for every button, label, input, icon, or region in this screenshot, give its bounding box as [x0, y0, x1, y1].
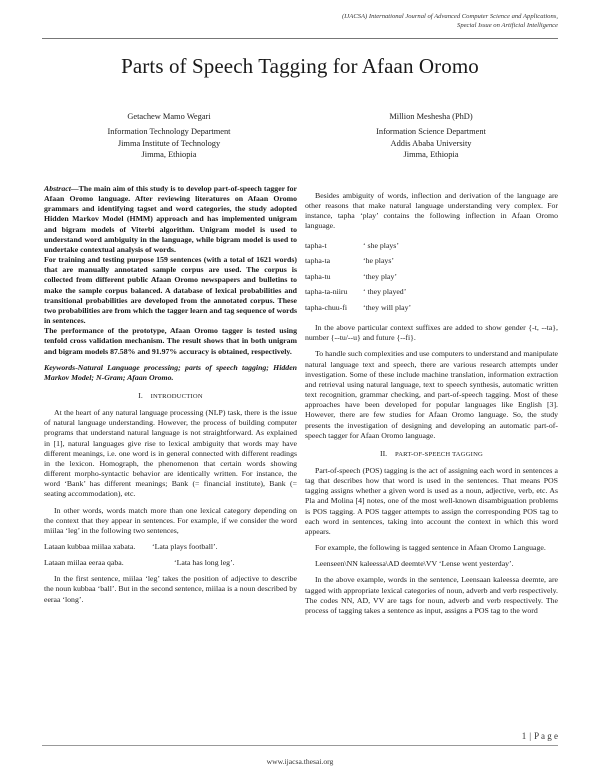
inflection-gloss: ‘they play’	[363, 271, 397, 281]
section-title: INTRODUCTION	[150, 392, 203, 400]
abstract	[44, 184, 297, 357]
page-label: P a g e	[534, 731, 558, 741]
tagged-example: Leenseen\NN kaleessa\AD deemte\VV ‘Lense went yesterday’.	[315, 559, 514, 569]
example-sentence	[44, 558, 297, 568]
section-number: I.	[138, 390, 143, 400]
inflection-list	[305, 238, 558, 316]
inflection-gloss: ‘ they played’	[363, 287, 407, 297]
journal-url: www.ijacsa.thesai.org	[266, 757, 334, 766]
example-oromo: Lataan miilaa eeraa qaba.	[44, 558, 124, 568]
author-name: Million Meshesha (PhD)	[389, 112, 473, 121]
section-number: II.	[379, 448, 388, 458]
page-separator: |	[529, 731, 532, 741]
section-heading-introduction	[44, 391, 297, 402]
inflection-gloss: ‘ she plays’	[363, 240, 399, 250]
author-department: Information Science Department	[376, 127, 486, 137]
inflection-gloss: ‘they will play’	[363, 302, 412, 312]
body-paragraph: In the first sentence, miilaa ‘leg’ takes the position of adjective to describe the noun kubbaa ‘ball’. But in the second sentence, miilaa is a noun described by eeraa ‘long’.	[44, 574, 297, 604]
body-paragraph: In other words, words match more than one lexical category depending on the context that they appear in sentences. For example, if we consider the word miilaa ‘leg’ in the following two sentences,	[44, 505, 297, 535]
body-paragraph: In the above particular context suffixes are added to show gender {-t, --ta}, number {--tu/--u} and future {--fi}.	[305, 323, 558, 343]
example-sentence	[44, 542, 297, 552]
author-name: Getachew Mamo Wegari	[127, 112, 211, 121]
journal-header-line2: Special Issue on Artificial Intelligence	[457, 22, 558, 29]
author-institution: Addis Ababa University	[390, 138, 472, 148]
inflection-word: tapha-tu	[305, 271, 331, 281]
author-department: Information Technology Department	[107, 127, 231, 137]
journal-header	[342, 12, 558, 30]
page-number	[522, 731, 558, 741]
inflection-row	[305, 238, 558, 254]
author-location: Jimma, Ethiopia	[141, 150, 197, 160]
abstract-paragraph: For training and testing purpose 159 sentences (with a total of 1621 words) that are manually annotated sample corpus are used. The corpus is collected from different public Afaan Oromo newspapers and bulletins to make the sample corpus balanced. A database of lexical probabilities and transitional probabilities are developed from the annotated corpus. These two probabilities are from which the tagger learn and tag sequence of words in sentences.	[44, 255, 297, 326]
body-paragraph: For example, the following is tagged sentence in Afaan Oromo Language.	[315, 543, 546, 553]
body-paragraph: Part-of-speech (POS) tagging is the act of assigning each word in sentences a tag that describes how that word is used in the sentences. That means POS tagging assigns whether a given word is used as a noun, adjective, verb, etc. As Pla and Molina [4] notes, one of the most well-known disambiguation problems is POS tagging. A POS tagger attempts to assign the corresponding POS tag to each word in sentences, taking into account the context in which this word appears.	[305, 466, 558, 536]
paper-title: Parts of Speech Tagging for Afaan Oromo	[121, 54, 479, 78]
body-paragraph: Besides ambiguity of words, inflection and derivation of the language are other reasons that make natural language understanding very complex. For instance, tapha ‘play’ contains the following inflection in Afaan Oromo language.	[305, 191, 558, 231]
abstract-label: Abstract—	[44, 184, 79, 193]
footer-rule	[42, 745, 558, 746]
left-column	[44, 184, 297, 611]
inflection-word: tapha-chuu-fi	[305, 302, 347, 312]
body-paragraph: To handle such complexities and use computers to understand and manipulate natural language text and speech, there are various research attempts under investigation. Some of these include machine translation, information extraction and retrieval using natural language, text to speech synthesis, automatic written text recognition, grammar checking, and part-of-speech tagging. Most of these approaches have been developed for popular languages like English [3]. However, there are few studies for Afaan Oromo language. So, the study presents the investigation of designing and developing an automatic part-of-speech tagger for Afaan Oromo language.	[305, 349, 558, 440]
journal-header-line1: (IJACSA) International Journal of Advanced Computer Science and Applications,	[341, 13, 558, 20]
author-institution: Jimma Institute of Technology	[117, 138, 221, 148]
abstract-paragraph: Abstract—The main aim of this study is to develop part-of-speech tagger for Afaan Oromo language. After reviewing literatures on Afaan Oromo grammars and identifying tagset and word categories, the study adopted Hidden Markov Model (HMM) approach and has implemented unigram and bigram models of Viterbi algorithm. Unigram model is used to understand word ambiguity in the language, while bigram model is used to undertake contextual analysis of words.	[44, 184, 297, 254]
inflection-gloss: ‘he plays’	[363, 256, 394, 266]
inflection-word: tapha-ta-niiru	[305, 287, 348, 297]
keywords: Keywords-Natural Language processing; parts of speech tagging; Hidden Markov Model; N-Gram; Afaan Oromo.	[44, 362, 297, 382]
page-number-value: 1	[521, 731, 527, 741]
inflection-row	[305, 269, 558, 285]
section-heading-pos-tagging	[305, 449, 558, 460]
inflection-word: tapha-t	[305, 240, 327, 250]
abstract-paragraph: The performance of the prototype, Afaan Oromo tagger is tested using tenfold cross validation mechanism. The result shows that in both unigram and bigram models 87.58% and 91.97% accuracy is obtained, respectively.	[44, 326, 297, 356]
example-gloss: ‘Lata plays football’.	[152, 542, 218, 551]
body-paragraph: In the above example, words in the sentence, Leensaan kaleessa deemte, are tagged with appropriate lexical categories of noun, adverb and verb respectively. The codes NN, AD, VV are tags for noun, adverb and verb respectively. The process of tagging takes a sentence as input, assigns a POS tag to the word	[305, 575, 558, 615]
author-block-2	[306, 111, 556, 161]
section-title: PART-OF-SPEECH TAGGING	[394, 450, 483, 458]
author-block-1	[44, 111, 294, 161]
example-gloss: ‘Lata has long leg’.	[174, 558, 235, 568]
inflection-row	[305, 253, 558, 269]
right-column	[305, 191, 558, 622]
example-oromo: Lataan kubbaa miilaa xabata.	[44, 542, 136, 551]
inflection-row	[305, 284, 558, 300]
inflection-word: tapha-ta	[305, 256, 331, 266]
author-location: Jimma, Ethiopia	[403, 150, 459, 160]
header-rule	[42, 38, 558, 39]
body-paragraph: At the heart of any natural language processing (NLP) task, there is the issue of natural language understanding. However, the process of building computer programs that understand natural language is not straightforward. As explained in [1], natural languages give rise to lexical ambiguity that words may have different meanings, i.e. one word is in general connected with different readings in the lexicon. Homograph, the phenomenon that certain words showing different morpho-syntactic behavior are identically written. For instance, the word ‘Bank’ has different meanings; Bank (= financial institute), Bank (= seating accommodation), etc.	[44, 408, 297, 499]
inflection-row	[305, 300, 558, 316]
